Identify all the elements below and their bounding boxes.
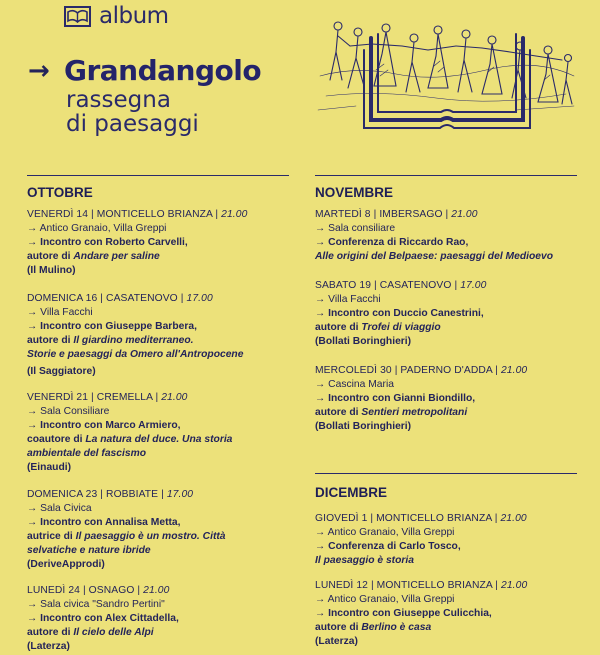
- event-book: [315, 621, 577, 635]
- month-heading-ottobre: OTTOBRE: [27, 185, 93, 200]
- divider: [27, 175, 289, 176]
- event-date-place: [27, 584, 289, 598]
- event-time: 21.00: [221, 209, 248, 220]
- event-venue: → Villa Facchi: [315, 294, 381, 305]
- page-title: Grandangolo: [64, 54, 262, 87]
- event-date-place: [315, 512, 577, 526]
- event-publisher: (Il Mulino): [27, 265, 76, 276]
- event-speaker: → Conferenza di Riccardo Rao,: [315, 237, 469, 248]
- event-date-place: [27, 292, 289, 306]
- event-time: 21.00: [451, 209, 478, 220]
- event-time: 21.00: [500, 513, 527, 524]
- open-book-icon: [64, 6, 91, 27]
- event-book: [315, 321, 577, 335]
- event-date-place: [315, 208, 577, 222]
- event-speaker: → Incontro con Gianni Biondillo,: [315, 393, 476, 404]
- event-venue: → Villa Facchi: [27, 307, 93, 318]
- event-card: [315, 364, 577, 434]
- event-card: [315, 579, 577, 649]
- event-date: VENERDÌ 21 | CREMELLA |: [27, 392, 162, 403]
- divider: [315, 473, 577, 474]
- event-venue: → Antico Granaio, Villa Greppi: [315, 527, 455, 538]
- event-time: 17.00: [166, 489, 194, 500]
- event-time: 17.00: [186, 293, 213, 304]
- event-book: [27, 334, 289, 348]
- event-date-place: [27, 488, 289, 502]
- event-date: DOMENICA 16 | CASATENOVO |: [27, 293, 187, 304]
- event-publisher: (DeriveApprodi): [27, 559, 105, 570]
- event-date-place: [315, 364, 577, 378]
- book-title: Berlino è casa: [361, 622, 432, 633]
- event-date-place: [315, 579, 577, 593]
- subtitle-line-2: di paesaggi: [66, 111, 199, 137]
- logo-text: album: [99, 3, 169, 29]
- book-prefix: autrice di: [27, 531, 76, 542]
- event-card: [315, 208, 577, 264]
- event-date: MERCOLEDÌ 30 | PADERNO D'ADDA |: [315, 365, 501, 376]
- book-prefix: autore di: [315, 407, 362, 418]
- event-publisher: (Einaudi): [27, 462, 72, 473]
- column-ottobre: [27, 175, 289, 655]
- event-card: [27, 292, 289, 379]
- event-venue: → Sala Consiliare: [27, 406, 110, 417]
- event-card: [27, 584, 289, 654]
- event-speaker: → Incontro con Roberto Carvelli,: [27, 237, 188, 248]
- event-time: 21.00: [161, 392, 188, 403]
- event-date: MARTEDÌ 8 | IMBERSAGO |: [315, 209, 452, 220]
- event-publisher: (Bollati Boringhieri): [315, 421, 412, 432]
- event-card: [27, 391, 289, 475]
- event-date-place: [315, 279, 577, 293]
- event-publisher: (Laterza): [315, 636, 358, 647]
- event-speaker: → Incontro con Giuseppe Barbera,: [27, 321, 197, 332]
- event-date-place: [27, 208, 289, 222]
- month-heading-dicembre: DICEMBRE: [315, 485, 388, 500]
- event-talk-title: Alle origini del Belpaese: paesaggi del Medioevo: [315, 251, 554, 262]
- event-book: [27, 626, 289, 640]
- event-card: [315, 512, 577, 568]
- book-title: Il cielo delle Alpi: [73, 627, 154, 638]
- event-speaker: → Incontro con Giuseppe Culicchia,: [315, 608, 492, 619]
- event-publisher: (Bollati Boringhieri): [315, 336, 412, 347]
- book-prefix: autore di: [27, 627, 74, 638]
- book-prefix: autore di: [315, 322, 362, 333]
- event-venue: → Sala civica "Sandro Pertini": [27, 599, 165, 610]
- column-dicembre: [315, 473, 577, 655]
- event-venue: → Cascina Maria: [315, 379, 394, 390]
- event-book-subtitle: ambientale del fascismo: [27, 448, 147, 459]
- book-prefix: coautore di: [27, 434, 86, 445]
- event-date: LUNEDÌ 12 | MONTICELLO BRIANZA |: [315, 580, 502, 591]
- event-speaker: → Incontro con Annalisa Metta,: [27, 517, 181, 528]
- event-card: [27, 488, 289, 572]
- book-prefix: autore di: [315, 622, 362, 633]
- event-time: 21.00: [501, 580, 528, 591]
- month-heading-novembre: NOVEMBRE: [315, 185, 394, 200]
- book-title: Il giardino mediterraneo.: [73, 335, 194, 346]
- event-book: [315, 406, 577, 420]
- event-talk-title: Il paesaggio è storia: [315, 555, 414, 566]
- book-title: Trofei di viaggio: [361, 322, 441, 333]
- page-subtitle: [66, 88, 199, 136]
- event-time: 21.00: [143, 585, 170, 596]
- event-book: [27, 433, 289, 447]
- album-logo: [64, 3, 169, 29]
- event-speaker: → Incontro con Duccio Canestrini,: [315, 308, 484, 319]
- subtitle-line-1: rassegna: [66, 87, 171, 113]
- book-title: Sentieri metropolitani: [361, 407, 468, 418]
- event-publisher: (Il Saggiatore): [27, 366, 96, 377]
- event-venue: → Antico Granaio, Villa Greppi: [27, 223, 167, 234]
- event-book-subtitle: selvatiche e nature ibride: [27, 545, 151, 556]
- event-time: 21.00: [500, 365, 528, 376]
- event-speaker: → Conferenza di Carlo Tosco,: [315, 541, 461, 552]
- event-card: [27, 208, 289, 278]
- event-date: VENERDÌ 14 | MONTICELLO BRIANZA |: [27, 209, 222, 220]
- divider: [315, 175, 577, 176]
- event-venue: → Sala Civica: [27, 503, 92, 514]
- column-novembre: [315, 175, 577, 465]
- book-title: La natura del duce. Una storia: [85, 434, 233, 445]
- book-title: Il paesaggio è un mostro. Città: [75, 531, 226, 542]
- book-title: Andare per saline: [73, 251, 160, 262]
- event-date-place: [27, 391, 289, 405]
- event-book: [27, 250, 289, 264]
- event-date: SABATO 19 | CASATENOVO |: [315, 280, 461, 291]
- event-venue: → Antico Granaio, Villa Greppi: [315, 594, 455, 605]
- event-card: [315, 279, 577, 349]
- event-date: LUNEDÌ 24 | OSNAGO |: [27, 585, 144, 596]
- event-publisher: (Laterza): [27, 641, 70, 652]
- event-time: 17.00: [460, 280, 487, 291]
- event-book-subtitle: Storie e paesaggi da Omero all'Antropocene: [27, 349, 244, 360]
- dancers-book-illustration: [316, 6, 578, 138]
- title-arrow-icon: →: [28, 56, 50, 86]
- event-speaker: → Incontro con Alex Cittadella,: [27, 613, 179, 624]
- event-book: [27, 530, 289, 544]
- event-venue: → Sala consiliare: [315, 223, 396, 234]
- book-prefix: autore di: [27, 335, 74, 346]
- book-prefix: autore di: [27, 251, 74, 262]
- event-date: DOMENICA 23 | ROBBIATE |: [27, 489, 167, 500]
- event-speaker: → Incontro con Marco Armiero,: [27, 420, 181, 431]
- event-date: GIOVEDÌ 1 | MONTICELLO BRIANZA |: [315, 513, 501, 524]
